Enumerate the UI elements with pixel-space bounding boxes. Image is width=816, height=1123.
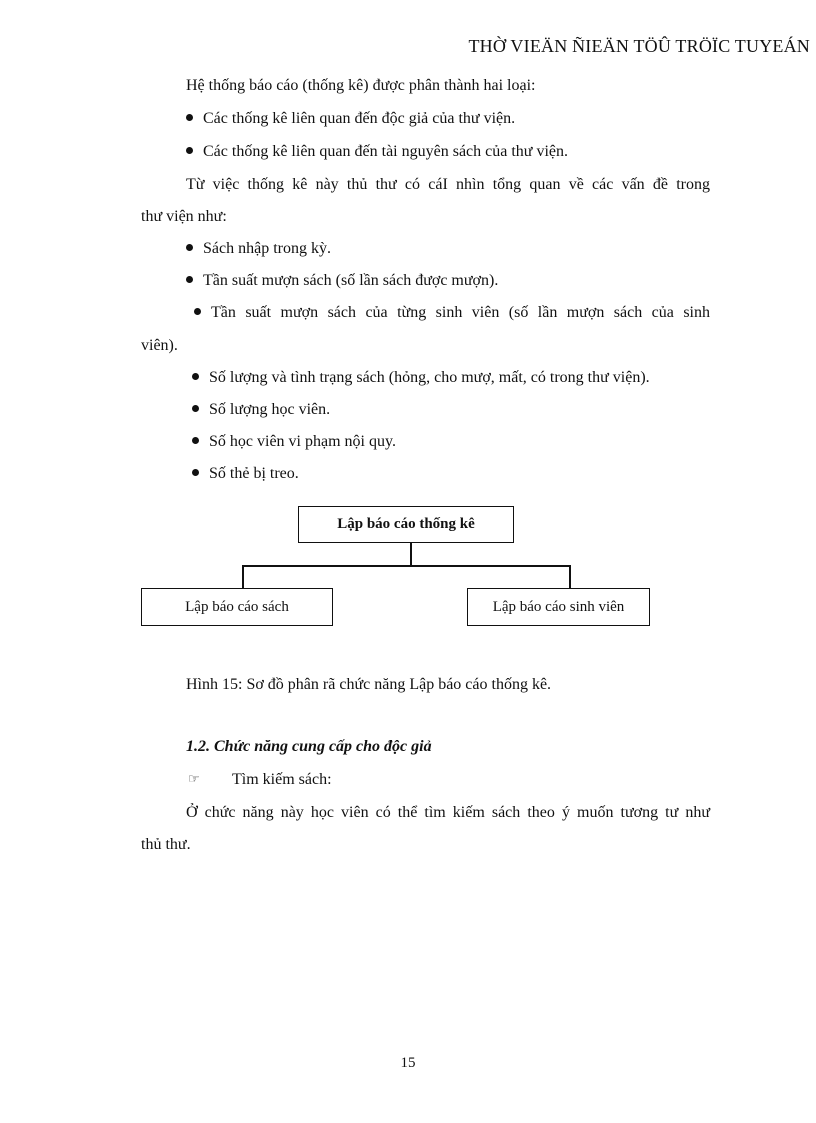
stat-item: Số lượng và tình trạng sách (hỏng, cho mượ, mất, có trong thư viện). <box>192 367 650 389</box>
intro-paragraph: Hệ thống báo cáo (thống kê) được phân thành hai loại: <box>186 77 536 94</box>
overview-line-1: Từ việc thống kê này thủ thư có cáI nhìn tổng quan về các vấn đề trong <box>186 176 710 193</box>
diagram-connector <box>410 543 412 566</box>
overview-line-2: thư viện như: <box>141 208 227 225</box>
section-body-line-2: thủ thư. <box>141 836 191 853</box>
section-item-label: Tìm kiếm sách: <box>232 771 332 788</box>
bullet-icon <box>186 244 193 251</box>
pointing-hand-icon: ☞ <box>188 771 200 786</box>
bullet-icon <box>186 276 193 283</box>
bullet-icon <box>192 469 199 476</box>
stat-item: Số học viên vi phạm nội quy. <box>192 431 396 453</box>
page-number: 15 <box>400 1055 416 1071</box>
running-header: THỜ VIEÄN ÑIEÄN TÖÛ TRÖÏC TUYEÁN <box>468 36 810 56</box>
diagram-connector <box>242 565 571 567</box>
bullet-icon <box>192 373 199 380</box>
diagram-root-box: Lập báo cáo thống kê <box>298 506 514 543</box>
bullet-icon <box>192 405 199 412</box>
diagram-child-box-books: Lập báo cáo sách <box>141 588 333 626</box>
type-item: Các thống kê liên quan đến độc giả của thư viện. <box>186 108 515 130</box>
stat-item: Số lượng học viên. <box>192 399 330 421</box>
section-heading: 1.2. Chức năng cung cấp cho độc giả <box>186 738 432 755</box>
diagram-connector <box>569 565 571 589</box>
stat-item: Sách nhập trong kỳ. <box>186 238 331 260</box>
stat-item: Tần suất mượn sách (số lần sách được mượn). <box>186 270 498 292</box>
bullet-icon <box>192 437 199 444</box>
type-item: Các thống kê liên quan đến tài nguyên sách của thư viện. <box>186 141 568 163</box>
figure-caption: Hình 15: Sơ đồ phân rã chức năng Lập báo cáo thống kê. <box>186 676 552 693</box>
bullet-icon <box>186 147 193 154</box>
diagram-child-box-students: Lập báo cáo sinh viên <box>467 588 650 626</box>
section-body-line-1: Ở chức năng này học viên có thể tìm kiếm sách theo ý muốn tương tư như <box>186 804 710 821</box>
diagram-connector <box>242 565 244 589</box>
bullet-icon <box>186 114 193 121</box>
stat-item: Số thẻ bị treo. <box>192 463 299 485</box>
stat-item-continuation: viên). <box>141 337 178 354</box>
bullet-icon <box>194 308 201 315</box>
stat-item: Tần suất mượn sách của từng sinh viên (số lần mượn sách của sinh <box>194 302 710 324</box>
